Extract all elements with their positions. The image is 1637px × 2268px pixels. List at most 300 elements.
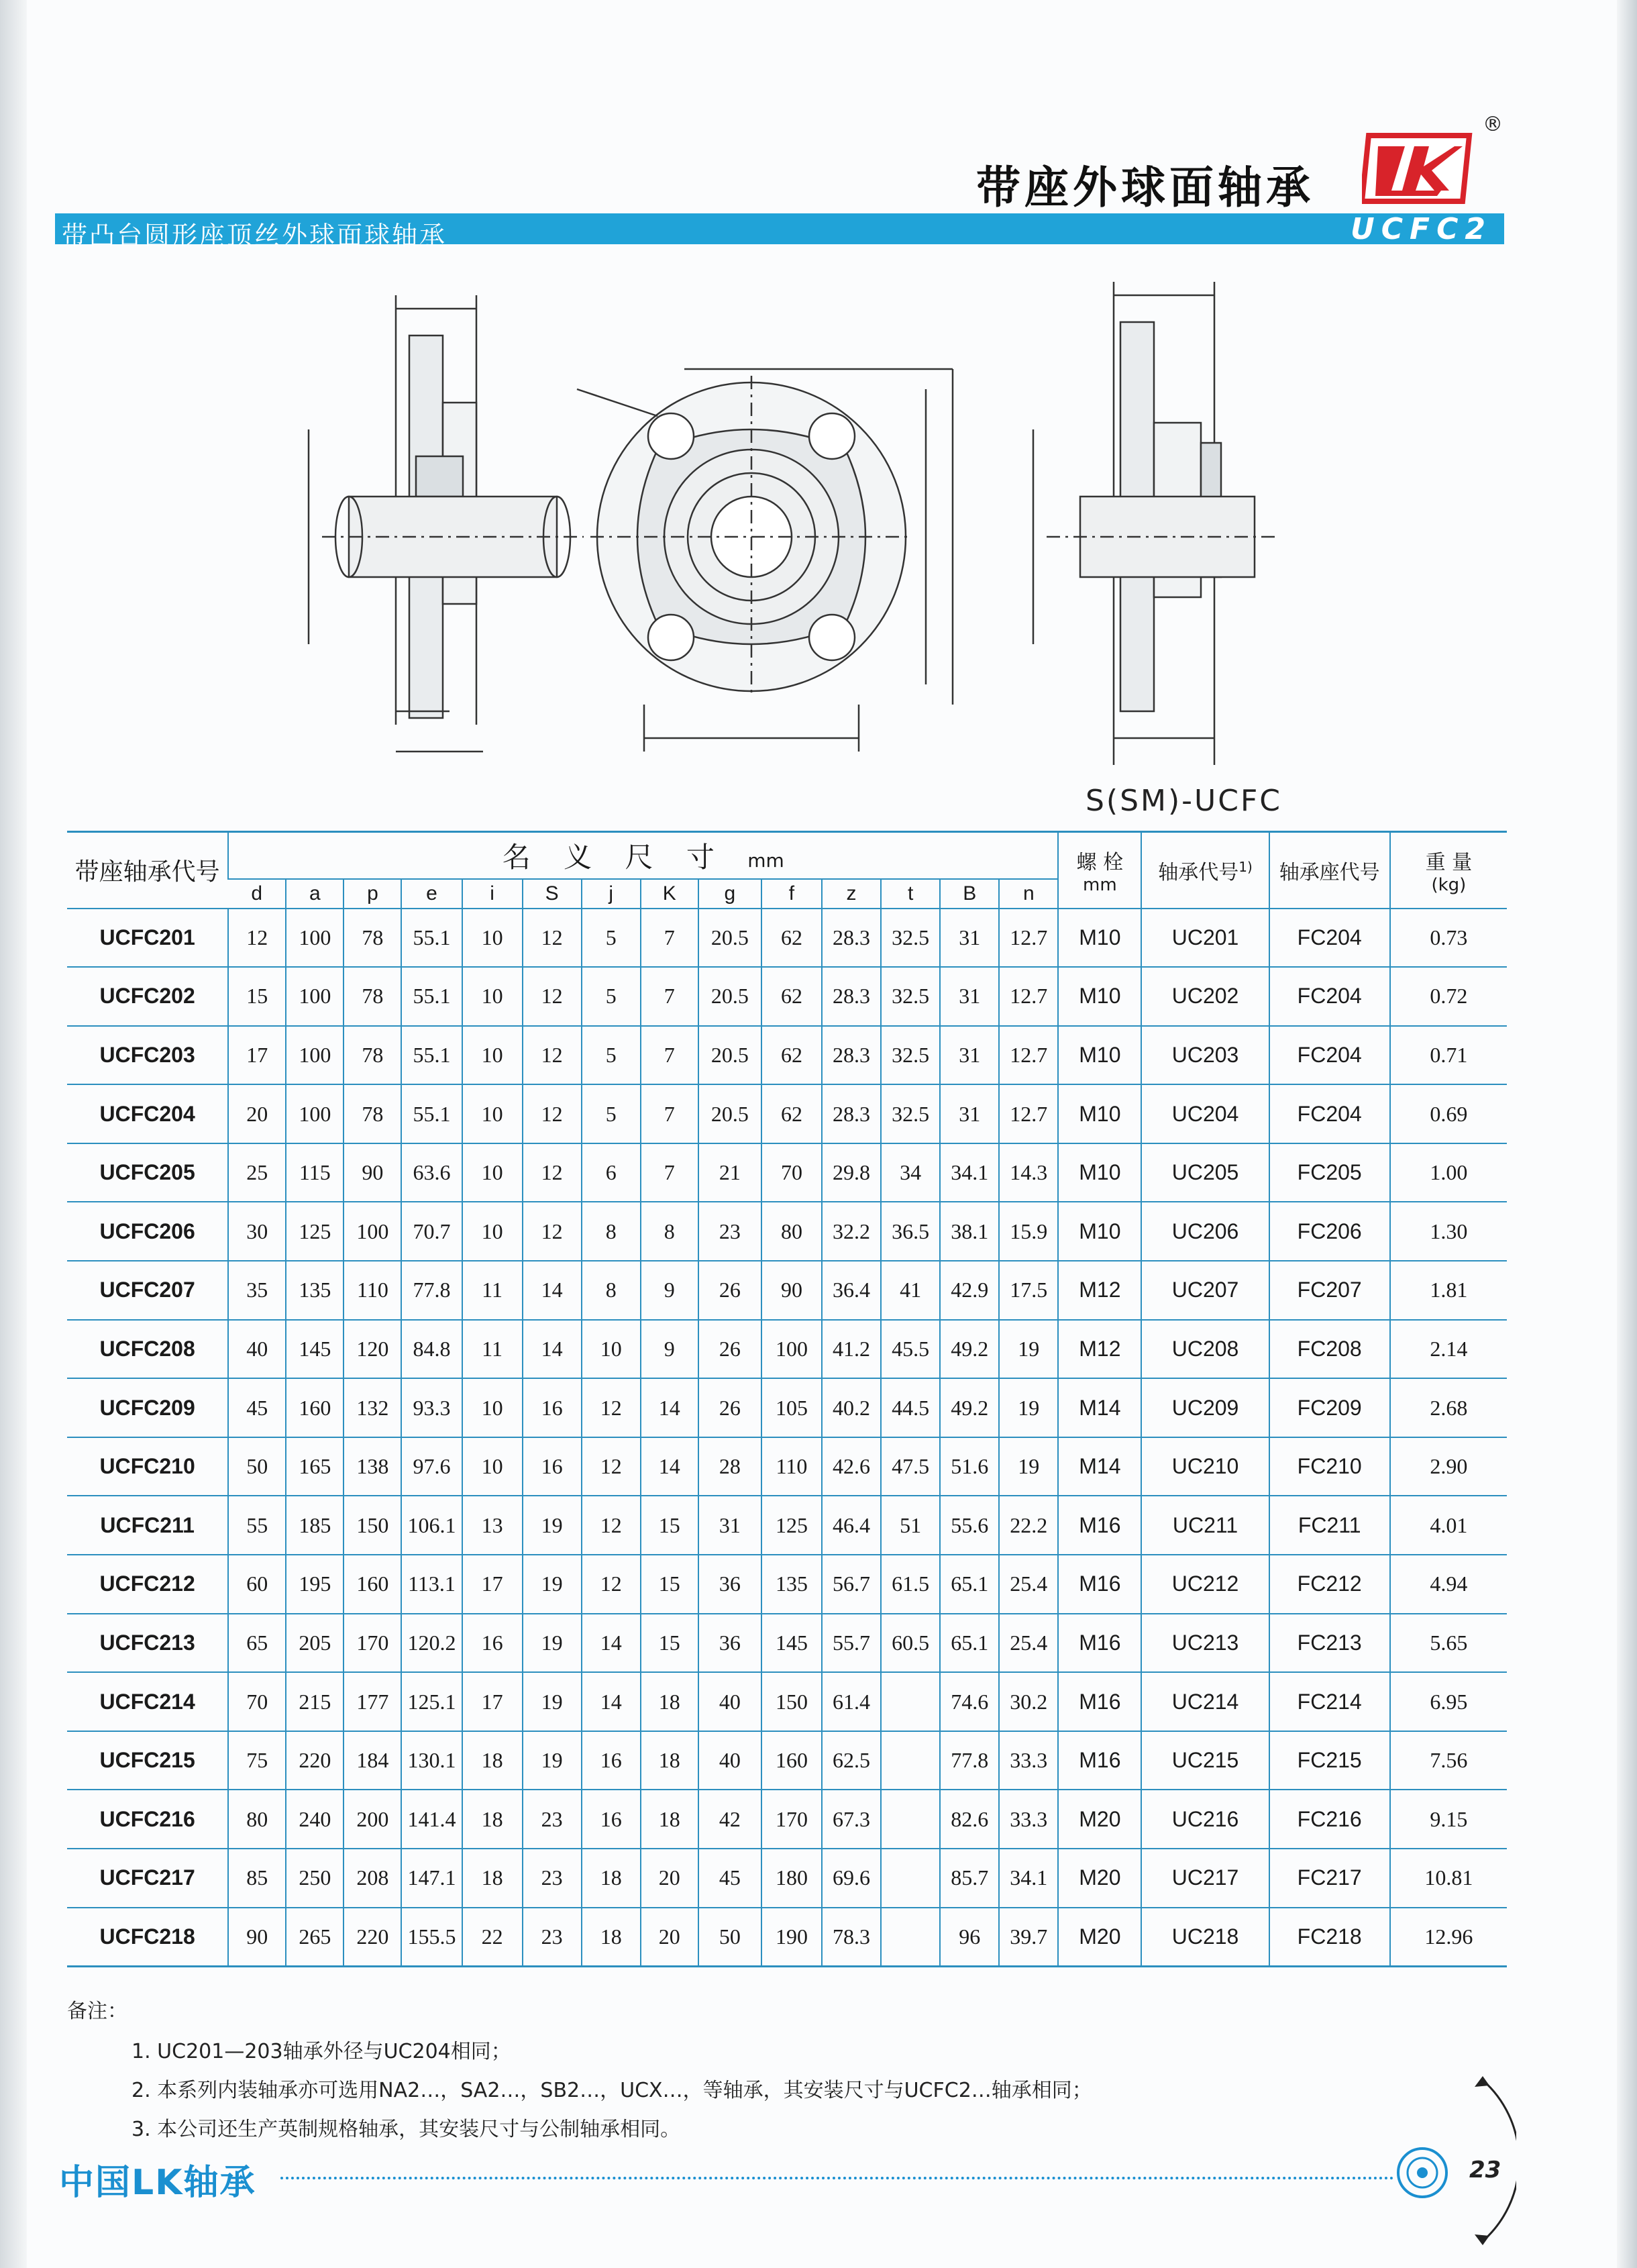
cell-dim-k: 18 [641, 1731, 698, 1790]
cell-dim-z: 67.3 [822, 1790, 881, 1849]
cell-dim-d: 45 [228, 1378, 286, 1437]
dim-header-a: a [286, 879, 344, 909]
cell-weight: 5.65 [1390, 1614, 1507, 1673]
cell-dim-p: 138 [344, 1437, 401, 1496]
cell-dim-a: 250 [286, 1849, 344, 1908]
footer-dotted-rule [280, 2177, 1394, 2179]
cell-housing: FC215 [1269, 1731, 1390, 1790]
cell-dim-k: 7 [641, 967, 698, 1026]
col-header-model: 带座轴承代号 [67, 832, 228, 909]
table-row [67, 909, 1507, 968]
cell-dim-s: 12 [523, 1143, 582, 1202]
cell-housing: FC213 [1269, 1614, 1390, 1673]
cell-dim-e: 97.6 [401, 1437, 462, 1496]
cell-dim-s: 19 [523, 1731, 582, 1790]
cell-dim-s: 23 [523, 1790, 582, 1849]
cell-dim-n: 14.3 [999, 1143, 1058, 1202]
cell-weight: 0.69 [1390, 1084, 1507, 1143]
side-view-left [309, 295, 584, 752]
cell-dim-e: 55.1 [401, 909, 462, 968]
cell-dim-g: 26 [698, 1261, 761, 1320]
cell-weight: 1.81 [1390, 1261, 1507, 1320]
cell-model: UCFC204 [67, 1084, 228, 1143]
cell-dim-n: 33.3 [999, 1790, 1058, 1849]
cell-weight: 12.96 [1390, 1908, 1507, 1967]
cell-dim-i: 10 [462, 1143, 523, 1202]
table-row [67, 1496, 1507, 1555]
dim-header-f: f [761, 879, 822, 909]
cell-dim-p: 132 [344, 1378, 401, 1437]
cell-housing: FC216 [1269, 1790, 1390, 1849]
dim-header-n: n [999, 879, 1058, 909]
cell-dim-a: 100 [286, 909, 344, 968]
cell-dim-z: 32.2 [822, 1202, 881, 1261]
cell-dim-p: 78 [344, 1026, 401, 1085]
cell-dim-t: 44.5 [881, 1378, 940, 1437]
cell-dim-a: 205 [286, 1614, 344, 1673]
cell-dim-i: 10 [462, 1026, 523, 1085]
cell-dim-s: 19 [523, 1555, 582, 1614]
bearing-emblem-icon [1395, 2146, 1449, 2200]
cell-model: UCFC201 [67, 909, 228, 968]
cell-dim-z: 42.6 [822, 1437, 881, 1496]
cell-bearing: UC214 [1141, 1672, 1269, 1731]
cell-dim-f: 90 [761, 1261, 822, 1320]
cell-model: UCFC213 [67, 1614, 228, 1673]
cell-dim-i: 18 [462, 1731, 523, 1790]
cell-model: UCFC217 [67, 1849, 228, 1908]
table-row [67, 1143, 1507, 1202]
cell-bearing: UC216 [1141, 1790, 1269, 1849]
cell-dim-n: 25.4 [999, 1555, 1058, 1614]
cell-dim-i: 18 [462, 1790, 523, 1849]
cell-dim-d: 55 [228, 1496, 286, 1555]
cell-dim-t: 32.5 [881, 967, 940, 1026]
cell-bearing: UC213 [1141, 1614, 1269, 1673]
cell-weight: 9.15 [1390, 1790, 1507, 1849]
col-header-weight: 重 量 (kg) [1390, 832, 1507, 909]
cell-dim-d: 60 [228, 1555, 286, 1614]
cell-dim-i: 11 [462, 1320, 523, 1379]
cell-housing: FC207 [1269, 1261, 1390, 1320]
cell-weight: 0.71 [1390, 1026, 1507, 1085]
cell-dim-s: 12 [523, 967, 582, 1026]
cell-bearing: UC211 [1141, 1496, 1269, 1555]
dim-header-g: g [698, 879, 761, 909]
cell-dim-n: 30.2 [999, 1672, 1058, 1731]
dim-header-p: p [344, 879, 401, 909]
cell-dim-i: 10 [462, 1378, 523, 1437]
cell-dim-a: 100 [286, 1084, 344, 1143]
cell-dim-a: 165 [286, 1437, 344, 1496]
cell-dim-k: 8 [641, 1202, 698, 1261]
cell-dim-g: 26 [698, 1378, 761, 1437]
cell-dim-i: 13 [462, 1496, 523, 1555]
dim-header-t: t [881, 879, 940, 909]
cell-dim-n: 33.3 [999, 1731, 1058, 1790]
cell-dim-e: 63.6 [401, 1143, 462, 1202]
cell-housing: FC204 [1269, 967, 1390, 1026]
cell-dim-n: 34.1 [999, 1849, 1058, 1908]
cell-bearing: UC203 [1141, 1026, 1269, 1085]
cell-model: UCFC205 [67, 1143, 228, 1202]
table-row [67, 1790, 1507, 1849]
cell-dim-k: 15 [641, 1496, 698, 1555]
cell-dim-t: 36.5 [881, 1202, 940, 1261]
cell-bearing: UC215 [1141, 1731, 1269, 1790]
table-row [67, 1731, 1507, 1790]
cell-dim-i: 16 [462, 1614, 523, 1673]
cell-dim-g: 31 [698, 1496, 761, 1555]
cell-bearing: UC201 [1141, 909, 1269, 968]
cell-dim-z: 28.3 [822, 1084, 881, 1143]
cell-dim-f: 62 [761, 1026, 822, 1085]
cell-model: UCFC209 [67, 1378, 228, 1437]
cell-dim-b: 34.1 [940, 1143, 999, 1202]
table-row [67, 1672, 1507, 1731]
cell-dim-t [881, 1790, 940, 1849]
cell-model: UCFC202 [67, 967, 228, 1026]
cell-dim-t: 61.5 [881, 1555, 940, 1614]
cell-dim-k: 18 [641, 1790, 698, 1849]
table-row [67, 1320, 1507, 1379]
cell-dim-t: 32.5 [881, 1026, 940, 1085]
cell-dim-g: 45 [698, 1849, 761, 1908]
cell-dim-j: 12 [582, 1555, 641, 1614]
cell-dim-d: 12 [228, 909, 286, 968]
cell-dim-i: 11 [462, 1261, 523, 1320]
cell-dim-a: 215 [286, 1672, 344, 1731]
cell-dim-g: 23 [698, 1202, 761, 1261]
cell-dim-k: 9 [641, 1261, 698, 1320]
cell-dim-i: 22 [462, 1908, 523, 1967]
cell-dim-z: 46.4 [822, 1496, 881, 1555]
cell-dim-f: 62 [761, 909, 822, 968]
col-header-dimensions: 名 义 尺 寸 mm [228, 832, 1058, 879]
cell-weight: 2.68 [1390, 1378, 1507, 1437]
table-row [67, 1614, 1507, 1673]
cell-dim-j: 8 [582, 1261, 641, 1320]
cell-dim-j: 12 [582, 1437, 641, 1496]
cell-dim-b: 96 [940, 1908, 999, 1967]
technical-drawings [282, 268, 1328, 792]
cell-dim-p: 150 [344, 1496, 401, 1555]
cell-bolt: M20 [1058, 1908, 1141, 1967]
cell-dim-j: 5 [582, 1084, 641, 1143]
cell-dim-k: 20 [641, 1908, 698, 1967]
cell-dim-e: 77.8 [401, 1261, 462, 1320]
cell-dim-p: 78 [344, 1084, 401, 1143]
cell-dim-a: 220 [286, 1731, 344, 1790]
cell-dim-i: 10 [462, 1202, 523, 1261]
cell-dim-s: 23 [523, 1849, 582, 1908]
cell-dim-d: 65 [228, 1614, 286, 1673]
cell-weight: 0.72 [1390, 967, 1507, 1026]
cell-dim-p: 120 [344, 1320, 401, 1379]
cell-dim-n: 22.2 [999, 1496, 1058, 1555]
table-row [67, 1202, 1507, 1261]
cell-dim-z: 56.7 [822, 1555, 881, 1614]
cell-dim-f: 70 [761, 1143, 822, 1202]
cell-dim-s: 19 [523, 1496, 582, 1555]
cell-dim-a: 125 [286, 1202, 344, 1261]
page-title: 带座外球面轴承 [976, 162, 1314, 213]
cell-dim-z: 40.2 [822, 1378, 881, 1437]
cell-housing: FC214 [1269, 1672, 1390, 1731]
cell-dim-i: 10 [462, 967, 523, 1026]
cell-dim-a: 100 [286, 1026, 344, 1085]
cell-dim-b: 55.6 [940, 1496, 999, 1555]
cell-dim-p: 170 [344, 1614, 401, 1673]
footer-brand: 中国LK轴承 [59, 2163, 256, 2203]
cell-dim-s: 19 [523, 1614, 582, 1673]
cell-dim-k: 7 [641, 1084, 698, 1143]
cell-dim-j: 12 [582, 1378, 641, 1437]
cell-dim-t: 41 [881, 1261, 940, 1320]
cell-dim-f: 180 [761, 1849, 822, 1908]
cell-weight: 4.94 [1390, 1555, 1507, 1614]
cell-dim-p: 177 [344, 1672, 401, 1731]
col-header-housing: 轴承座代号 [1269, 832, 1390, 909]
cell-dim-t [881, 1731, 940, 1790]
cell-bolt: M16 [1058, 1496, 1141, 1555]
cell-dim-n: 12.7 [999, 967, 1058, 1026]
cell-dim-j: 16 [582, 1790, 641, 1849]
cell-dim-z: 28.3 [822, 909, 881, 968]
cell-dim-d: 20 [228, 1084, 286, 1143]
cell-dim-j: 16 [582, 1731, 641, 1790]
cell-bearing: UC217 [1141, 1849, 1269, 1908]
cell-dim-p: 200 [344, 1790, 401, 1849]
cell-dim-t: 51 [881, 1496, 940, 1555]
cell-model: UCFC216 [67, 1790, 228, 1849]
cell-dim-d: 90 [228, 1908, 286, 1967]
cell-weight: 1.00 [1390, 1143, 1507, 1202]
cell-dim-n: 17.5 [999, 1261, 1058, 1320]
cell-model: UCFC210 [67, 1437, 228, 1496]
cell-bolt: M16 [1058, 1614, 1141, 1673]
cell-dim-s: 12 [523, 1084, 582, 1143]
cell-dim-k: 18 [641, 1672, 698, 1731]
cell-dim-z: 28.3 [822, 1026, 881, 1085]
cell-bolt: M20 [1058, 1790, 1141, 1849]
cell-dim-e: 125.1 [401, 1672, 462, 1731]
notes-title: 备注： [67, 2000, 127, 2023]
cell-housing: FC208 [1269, 1320, 1390, 1379]
cell-dim-k: 14 [641, 1437, 698, 1496]
cell-dim-f: 170 [761, 1790, 822, 1849]
cell-dim-e: 141.4 [401, 1790, 462, 1849]
cell-dim-j: 18 [582, 1849, 641, 1908]
cell-dim-j: 8 [582, 1202, 641, 1261]
cell-weight: 6.95 [1390, 1672, 1507, 1731]
dim-header-b: B [940, 879, 999, 909]
cell-dim-f: 105 [761, 1378, 822, 1437]
cell-dim-k: 7 [641, 909, 698, 968]
dim-header-s: S [523, 879, 582, 909]
cell-dim-e: 55.1 [401, 1026, 462, 1085]
cell-dim-b: 38.1 [940, 1202, 999, 1261]
table-row [67, 1026, 1507, 1085]
cell-weight: 2.90 [1390, 1437, 1507, 1496]
cell-dim-a: 100 [286, 967, 344, 1026]
cell-dim-e: 113.1 [401, 1555, 462, 1614]
cell-dim-g: 21 [698, 1143, 761, 1202]
cell-bolt: M10 [1058, 909, 1141, 968]
cell-dim-a: 115 [286, 1143, 344, 1202]
cell-bolt: M10 [1058, 1143, 1141, 1202]
cell-housing: FC218 [1269, 1908, 1390, 1967]
col-header-bolt: 螺 栓 mm [1058, 832, 1141, 909]
cell-dim-f: 160 [761, 1731, 822, 1790]
cell-dim-g: 20.5 [698, 1026, 761, 1085]
cell-dim-e: 55.1 [401, 967, 462, 1026]
cell-dim-e: 120.2 [401, 1614, 462, 1673]
cell-dim-t: 60.5 [881, 1614, 940, 1673]
section-bar [55, 212, 1504, 250]
note-item: 1. UC201—203轴承外径与UC204相同； [131, 2040, 511, 2063]
cell-housing: FC205 [1269, 1143, 1390, 1202]
cell-dim-t: 32.5 [881, 909, 940, 968]
cell-dim-p: 184 [344, 1731, 401, 1790]
cell-bearing: UC210 [1141, 1437, 1269, 1496]
dim-header-d: d [228, 879, 286, 909]
page-edge-shadow [1617, 0, 1637, 2268]
cell-bolt: M20 [1058, 1849, 1141, 1908]
cell-dim-a: 240 [286, 1790, 344, 1849]
cell-dim-b: 85.7 [940, 1849, 999, 1908]
cell-dim-f: 190 [761, 1908, 822, 1967]
table-row [67, 1908, 1507, 1967]
cell-dim-k: 15 [641, 1614, 698, 1673]
cell-dim-b: 49.2 [940, 1320, 999, 1379]
cell-dim-b: 51.6 [940, 1437, 999, 1496]
cell-bolt: M10 [1058, 967, 1141, 1026]
cell-dim-b: 31 [940, 1026, 999, 1085]
dim-header-k: K [641, 879, 698, 909]
cell-dim-z: 29.8 [822, 1143, 881, 1202]
cell-dim-b: 31 [940, 967, 999, 1026]
table-row [67, 1084, 1507, 1143]
cell-dim-g: 40 [698, 1672, 761, 1731]
cell-weight: 0.73 [1390, 909, 1507, 968]
spec-table [67, 831, 1507, 1967]
cell-dim-s: 14 [523, 1320, 582, 1379]
cell-dim-t: 45.5 [881, 1320, 940, 1379]
side-view-right [1033, 282, 1275, 765]
cell-dim-g: 28 [698, 1437, 761, 1496]
cell-dim-j: 5 [582, 1026, 641, 1085]
cell-dim-f: 80 [761, 1202, 822, 1261]
cell-dim-s: 12 [523, 1026, 582, 1085]
cell-dim-j: 14 [582, 1614, 641, 1673]
cell-bolt: M12 [1058, 1320, 1141, 1379]
cell-bolt: M10 [1058, 1084, 1141, 1143]
cell-dim-f: 145 [761, 1614, 822, 1673]
cell-dim-z: 41.2 [822, 1320, 881, 1379]
cell-dim-f: 110 [761, 1437, 822, 1496]
cell-dim-a: 185 [286, 1496, 344, 1555]
cell-dim-n: 25.4 [999, 1614, 1058, 1673]
cell-housing: FC217 [1269, 1849, 1390, 1908]
cell-dim-j: 12 [582, 1496, 641, 1555]
cell-dim-s: 16 [523, 1378, 582, 1437]
cell-dim-i: 18 [462, 1849, 523, 1908]
cell-dim-p: 160 [344, 1555, 401, 1614]
cell-housing: FC212 [1269, 1555, 1390, 1614]
cell-dim-t [881, 1908, 940, 1967]
cell-dim-f: 62 [761, 1084, 822, 1143]
cell-dim-n: 39.7 [999, 1908, 1058, 1967]
cell-dim-j: 18 [582, 1908, 641, 1967]
dim-header-e: e [401, 879, 462, 909]
cell-dim-d: 85 [228, 1849, 286, 1908]
cell-dim-s: 12 [523, 1202, 582, 1261]
cell-dim-z: 36.4 [822, 1261, 881, 1320]
cell-dim-t: 32.5 [881, 1084, 940, 1143]
cell-model: UCFC208 [67, 1320, 228, 1379]
series-code: UCFC2 [1351, 212, 1492, 246]
cell-bolt: M14 [1058, 1437, 1141, 1496]
cell-dim-n: 12.7 [999, 1026, 1058, 1085]
cell-dim-f: 135 [761, 1555, 822, 1614]
cell-dim-g: 20.5 [698, 1084, 761, 1143]
cell-dim-i: 10 [462, 1437, 523, 1496]
cell-dim-t [881, 1672, 940, 1731]
cell-dim-k: 15 [641, 1555, 698, 1614]
cell-weight: 4.01 [1390, 1496, 1507, 1555]
cell-dim-k: 20 [641, 1849, 698, 1908]
cell-dim-f: 100 [761, 1320, 822, 1379]
cell-dim-n: 19 [999, 1378, 1058, 1437]
cell-dim-z: 61.4 [822, 1672, 881, 1731]
cell-dim-d: 30 [228, 1202, 286, 1261]
cell-dim-s: 16 [523, 1437, 582, 1496]
cell-dim-n: 19 [999, 1320, 1058, 1379]
cell-housing: FC204 [1269, 909, 1390, 968]
cell-dim-p: 90 [344, 1143, 401, 1202]
cell-bolt: M14 [1058, 1378, 1141, 1437]
cell-bearing: UC202 [1141, 967, 1269, 1026]
notes [67, 1994, 1092, 2151]
cell-dim-j: 5 [582, 967, 641, 1026]
cell-model: UCFC211 [67, 1496, 228, 1555]
cell-dim-d: 17 [228, 1026, 286, 1085]
cell-dim-n: 12.7 [999, 1084, 1058, 1143]
cell-dim-g: 26 [698, 1320, 761, 1379]
cell-weight: 2.14 [1390, 1320, 1507, 1379]
variant-label: S(SM)-UCFC [1086, 784, 1282, 818]
registered-mark: ® [1483, 113, 1503, 136]
cell-bearing: UC208 [1141, 1320, 1269, 1379]
cell-dim-g: 20.5 [698, 909, 761, 968]
cell-dim-i: 10 [462, 1084, 523, 1143]
cell-bearing: UC207 [1141, 1261, 1269, 1320]
note-item: 2. 本系列内装轴承亦可选用NA2…，SA2…，SB2…，UCX…，等轴承，其安装尺寸与UCFC2…轴承相同； [131, 2079, 1092, 2102]
cell-dim-b: 49.2 [940, 1378, 999, 1437]
cell-dim-n: 15.9 [999, 1202, 1058, 1261]
cell-dim-d: 80 [228, 1790, 286, 1849]
cell-dim-b: 82.6 [940, 1790, 999, 1849]
cell-weight: 10.81 [1390, 1849, 1507, 1908]
cell-bolt: M12 [1058, 1261, 1141, 1320]
cell-model: UCFC215 [67, 1731, 228, 1790]
cell-dim-k: 7 [641, 1143, 698, 1202]
front-view [577, 369, 953, 752]
cell-dim-b: 65.1 [940, 1614, 999, 1673]
cell-dim-p: 110 [344, 1261, 401, 1320]
table-row [67, 967, 1507, 1026]
